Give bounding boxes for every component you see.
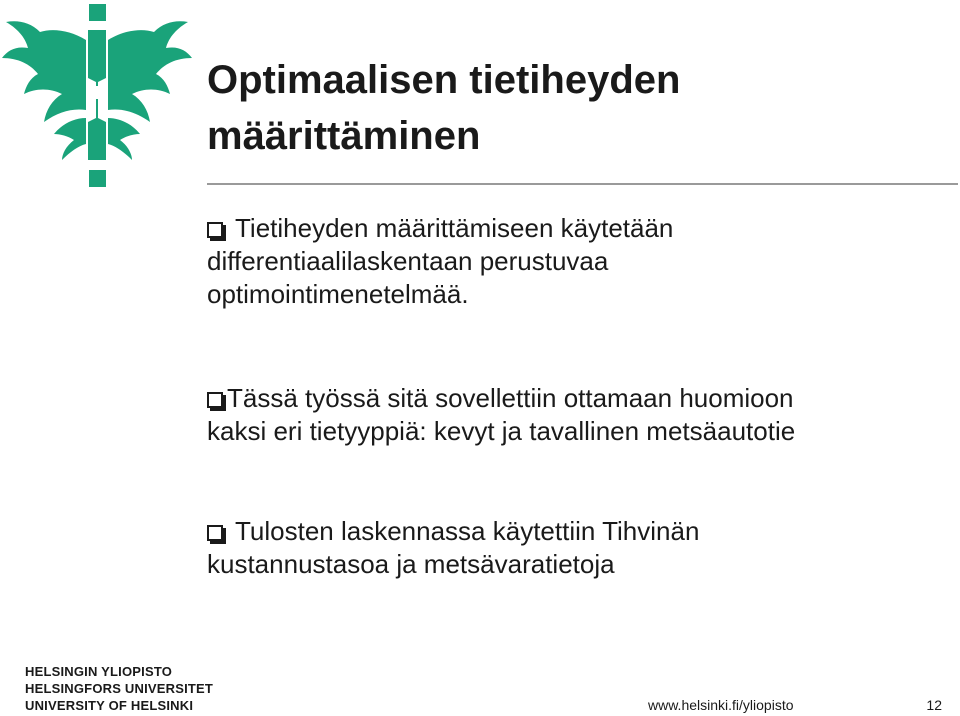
- page-number: 12: [926, 697, 942, 713]
- bullet-2-text-1: Tässä työssä sitä sovellettiin ottamaan huomioon: [227, 383, 794, 413]
- checkbox-bullet-icon: [207, 525, 223, 541]
- bullet-item-3: [207, 515, 947, 581]
- university-name-en: UNIVERSITY OF HELSINKI: [25, 698, 194, 713]
- bullet-item-1: [207, 212, 947, 311]
- checkbox-bullet-icon: [207, 392, 223, 408]
- bullet-item-2: [207, 382, 947, 448]
- footer-url: www.helsinki.fi/yliopisto: [648, 697, 794, 713]
- bullet-1-line-3: optimointimenetelmää.: [207, 279, 469, 309]
- university-name-block: [25, 663, 213, 714]
- bullet-2-line-1: [207, 382, 947, 415]
- bullet-1-line-1: [207, 212, 947, 245]
- bullet-3-text-1: Tulosten laskennassa käytettiin Tihvinän: [235, 516, 700, 546]
- bullet-1-line-2: differentiaalilaskentaan perustuvaa: [207, 246, 609, 276]
- bullet-3-line-2: kustannustasoa ja metsävaratietoja: [207, 549, 615, 579]
- slide-title-line-2: määrittäminen: [207, 114, 481, 158]
- bullet-1-text-1: Tietiheyden määrittämiseen käytetään: [235, 213, 674, 243]
- university-name-sv: HELSINGFORS UNIVERSITET: [25, 681, 214, 696]
- bullet-2-line-2: kaksi eri tietyyppiä: kevyt ja tavallinen metsäautotie: [207, 416, 796, 446]
- checkbox-bullet-icon: [207, 222, 223, 238]
- bullet-3-line-1: [207, 515, 947, 548]
- slide-title-line-1: Optimaalisen tietiheyden: [207, 58, 681, 102]
- title-divider: [207, 183, 958, 185]
- university-logo-icon: [0, 0, 205, 195]
- university-name-fi: HELSINGIN YLIOPISTO: [25, 664, 173, 679]
- slide-title: [207, 52, 927, 164]
